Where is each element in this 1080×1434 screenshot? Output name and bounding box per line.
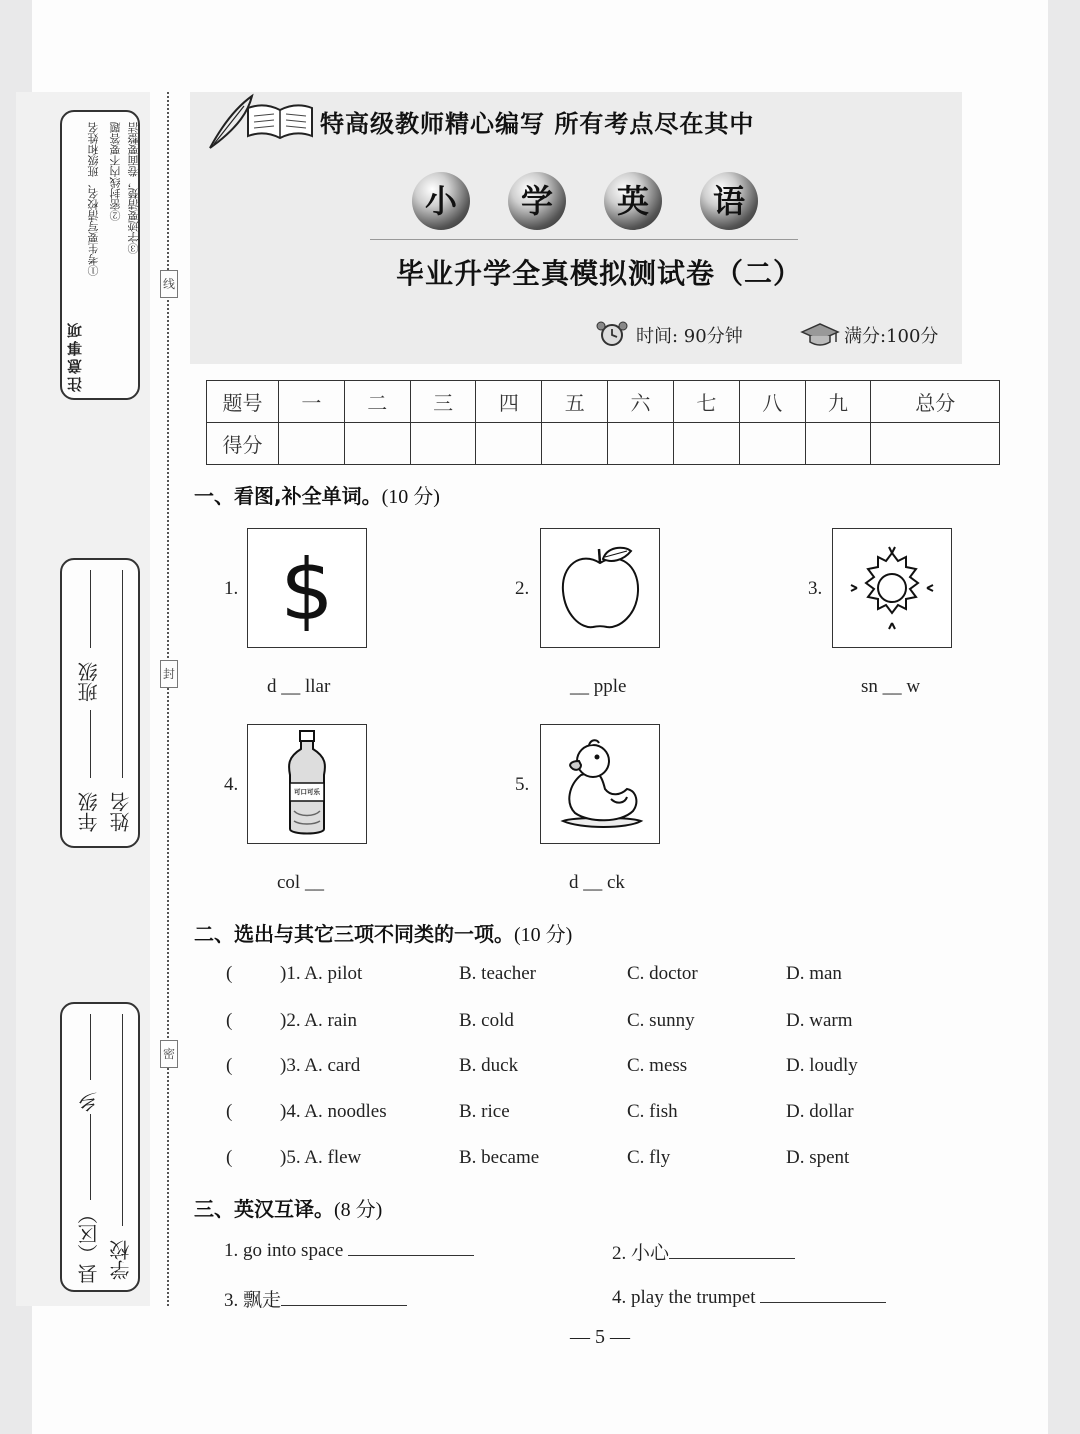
q1-paren[interactable]: ( <box>226 963 233 984</box>
item5-number: 5. <box>515 774 530 795</box>
q5-option-b: B. became <box>459 1147 540 1168</box>
answer-blank[interactable] <box>348 1238 474 1256</box>
item3-picture <box>832 528 952 648</box>
notice-title: 注意事项 <box>66 320 84 392</box>
col-header: 四 <box>476 381 542 423</box>
title-divider <box>370 239 798 240</box>
col-header: 六 <box>608 381 674 423</box>
q4-option-d: D. dollar <box>786 1101 854 1122</box>
apple-icon <box>541 529 659 647</box>
section2-title-text: 二、选出与其它三项不同类的一项。 <box>194 922 514 946</box>
section3-title <box>194 1193 382 1222</box>
col-header: 七 <box>673 381 739 423</box>
score-table <box>206 380 1000 465</box>
section1-title <box>194 480 440 509</box>
q2-option-c: C. sunny <box>627 1010 695 1031</box>
school-field[interactable] <box>122 1014 123 1226</box>
score-cell[interactable] <box>410 423 476 465</box>
q1-option-b: B. teacher <box>459 963 537 984</box>
item5-picture <box>540 724 660 844</box>
notice-item-2: ②密封线内不要答题 <box>109 122 122 221</box>
q3-option-b: B. duck <box>459 1055 519 1076</box>
graduation-cap-icon <box>800 320 840 348</box>
notice-item-1: ①考生要写清校名、班级和姓名 <box>87 122 100 276</box>
translate-item-3 <box>224 1285 407 1312</box>
notice-item-3: ③字迹要清楚，卷面要整洁 <box>127 122 140 254</box>
item2-picture <box>540 528 660 648</box>
score-cell[interactable] <box>279 423 345 465</box>
section1-title-text: 一、看图,补全单词。 <box>194 484 382 508</box>
exam-subtitle: 毕业升学全真模拟测试卷（二） <box>396 257 803 290</box>
section2-points: (10 分) <box>514 924 573 946</box>
translate-item-1 <box>224 1238 474 1262</box>
q2-option-a: )2. A. rain <box>280 1010 358 1031</box>
q1-option-c: C. doctor <box>627 963 698 984</box>
q2-paren[interactable]: ( <box>226 1010 233 1031</box>
q1-option-a: )1. A. pilot <box>280 963 363 984</box>
translate-item-3-text: 3. 飘走 <box>224 1290 282 1311</box>
answer-blank[interactable] <box>669 1241 795 1259</box>
exam-time: 时间: 90分钟 <box>636 326 743 347</box>
full-score: 满分:100分 <box>844 326 939 347</box>
name-label: 姓名 <box>109 792 133 832</box>
translate-item-2-text: 2. 小心 <box>612 1243 670 1264</box>
q1-option-d: D. man <box>786 963 842 984</box>
q4-option-b: B. rice <box>459 1101 510 1122</box>
answer-blank[interactable] <box>281 1288 407 1306</box>
score-cell[interactable] <box>344 423 410 465</box>
col-header: 一 <box>279 381 345 423</box>
township-field[interactable] <box>90 1014 91 1080</box>
seal-char-feng: 封 <box>160 660 178 688</box>
item1-picture <box>247 528 367 648</box>
cola-bottle-icon <box>248 725 366 843</box>
item1-word: d __ llar <box>267 676 331 697</box>
section3-points: (8 分) <box>334 1199 383 1221</box>
school-label: 学校 <box>109 1240 133 1280</box>
item4-picture <box>247 724 367 844</box>
question-number-row <box>207 381 1000 423</box>
seal-char-mi: 密 <box>160 1040 178 1068</box>
grade-label: 年级 <box>77 792 101 832</box>
section2-title <box>194 918 572 947</box>
q3-option-d: D. loudly <box>786 1055 858 1076</box>
page-number: — 5 — <box>570 1326 630 1348</box>
q5-paren[interactable]: ( <box>226 1147 233 1168</box>
title-char-2: 学 <box>508 172 566 230</box>
q2-option-d: D. warm <box>786 1010 853 1031</box>
col-header: 三 <box>410 381 476 423</box>
county-field[interactable] <box>90 1114 91 1200</box>
student-info-box <box>60 558 140 848</box>
dollar-sign-icon <box>248 529 366 647</box>
section1-points: (10 分) <box>381 486 440 508</box>
title-char-4: 语 <box>700 172 758 230</box>
answer-blank[interactable] <box>760 1285 886 1303</box>
item1-number: 1. <box>224 578 239 599</box>
title-char-1: 小 <box>412 172 470 230</box>
slogan: 特高级教师精心编写 所有考点尽在其中 <box>320 110 755 138</box>
school-info-box <box>60 1002 140 1292</box>
score-cell[interactable] <box>476 423 542 465</box>
col-header: 八 <box>739 381 805 423</box>
row-label-question: 题号 <box>207 381 279 423</box>
translate-item-4 <box>612 1285 886 1309</box>
item2-number: 2. <box>515 578 530 599</box>
q2-option-b: B. cold <box>459 1010 514 1031</box>
title-char-3: 英 <box>604 172 662 230</box>
item4-word: col __ <box>277 872 324 893</box>
col-header: 二 <box>344 381 410 423</box>
q5-option-a: )5. A. flew <box>280 1147 362 1168</box>
section3-title-text: 三、英汉互译。 <box>194 1197 334 1221</box>
q4-option-a: )4. A. noodles <box>280 1101 387 1122</box>
score-cell[interactable] <box>739 423 805 465</box>
q4-paren[interactable]: ( <box>226 1101 233 1122</box>
q3-option-a: )3. A. card <box>280 1055 361 1076</box>
q5-option-d: D. spent <box>786 1147 850 1168</box>
seal-char-xian: 线 <box>160 270 178 298</box>
row-label-score: 得分 <box>207 423 279 465</box>
q4-option-c: C. fish <box>627 1101 678 1122</box>
county-label: 县（区） <box>77 1204 101 1284</box>
q5-option-c: C. fly <box>627 1147 671 1168</box>
translate-item-1-text: 1. go into space <box>224 1240 344 1261</box>
grade-field[interactable] <box>90 710 91 778</box>
score-cell[interactable] <box>608 423 674 465</box>
notice-box <box>60 110 140 400</box>
class-label: 班级 <box>77 662 101 702</box>
score-cell[interactable] <box>871 423 1000 465</box>
quill-book-icon <box>204 92 316 152</box>
score-cell[interactable] <box>805 423 871 465</box>
translate-item-4-text: 4. play the trumpet <box>612 1287 756 1308</box>
item4-number: 4. <box>224 774 239 795</box>
q3-paren[interactable]: ( <box>226 1055 233 1076</box>
translate-item-2 <box>612 1238 795 1265</box>
cola-label: 可口可乐 <box>294 788 320 796</box>
snowflake-icon <box>833 529 951 647</box>
item3-word: sn __ w <box>861 676 921 697</box>
item5-word: d __ ck <box>569 872 625 893</box>
duck-icon <box>541 725 659 843</box>
col-header: 总分 <box>871 381 1000 423</box>
item2-word: __ pple <box>570 676 627 697</box>
q3-option-c: C. mess <box>627 1055 688 1076</box>
svg-text:$: $ <box>280 541 334 639</box>
township-label: 乡 <box>77 1092 101 1112</box>
item3-number: 3. <box>808 578 823 599</box>
col-header: 九 <box>805 381 871 423</box>
score-cell[interactable] <box>542 423 608 465</box>
col-header: 五 <box>542 381 608 423</box>
score-cell[interactable] <box>673 423 739 465</box>
name-field[interactable] <box>122 570 123 778</box>
score-row <box>207 423 1000 465</box>
clock-icon <box>594 320 630 348</box>
class-field[interactable] <box>90 570 91 648</box>
